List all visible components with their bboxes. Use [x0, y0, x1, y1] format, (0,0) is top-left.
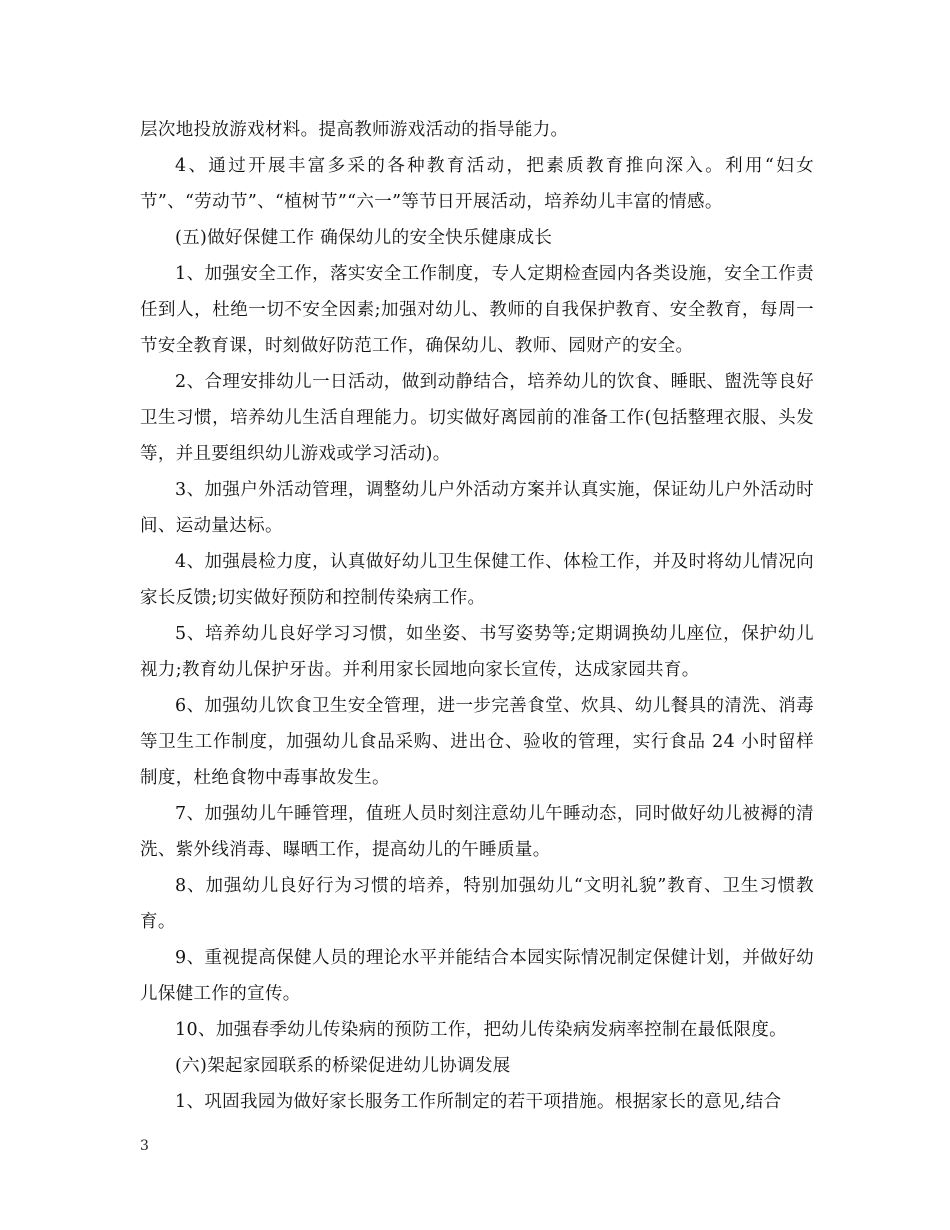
paragraph: 4、加强晨检力度，认真做好幼儿卫生保健工作、体检工作，并及时将幼儿情况向家长反馈;切实做好预防和控制传染病工作。 [140, 552, 814, 608]
paragraph: 6、加强幼儿饮食卫生安全管理，进一步完善食堂、炊具、幼儿餐具的清洗、消毒等卫生工作制度，加强幼儿食品采购、进出仓、验收的管理，实行食品 24 小时留样制度，杜绝食物中毒事故发生。 [140, 696, 814, 788]
paragraph: 5、培养幼儿良好学习习惯，如坐姿、书写姿势等;定期调换幼儿座位，保护幼儿视力;教育幼儿保护牙齿。并利用家长园地向家长宣传，达成家园共育。 [140, 624, 814, 680]
paragraph: 4、通过开展丰富多采的各种教育活动，把素质教育推向深入。利用“妇女节”、“劳动节”、“植树节”“六一”等节日开展活动，培养幼儿丰富的情感。 [140, 156, 814, 212]
section-heading: (五)做好保健工作 确保幼儿的安全快乐健康成长 [175, 228, 553, 248]
paragraph: 1、巩固我园为做好家长服务工作所制定的若干项措施。根据家长的意见,结合 [175, 1092, 782, 1112]
paragraph: 2、合理安排幼儿一日活动，做到动静结合，培养幼儿的饮食、睡眠、盥洗等良好卫生习惯，培养幼儿生活自理能力。切实做好离园前的准备工作(包括整理衣服、头发等，并且要组织幼儿游戏或学习活动)。 [140, 372, 814, 464]
section-heading: (六)架起家园联系的桥梁促进幼儿协调发展 [175, 1056, 511, 1076]
paragraph: 10、加强春季幼儿传染病的预防工作，把幼儿传染病发病率控制在最低限度。 [175, 1020, 788, 1040]
paragraph: 3、加强户外活动管理，调整幼儿户外活动方案并认真实施，保证幼儿户外活动时间、运动量达标。 [140, 480, 814, 536]
paragraph: 层次地投放游戏材料。提高教师游戏活动的指导能力。 [140, 120, 569, 140]
paragraph: 8、加强幼儿良好行为习惯的培养，特别加强幼儿“文明礼貌”教育、卫生习惯教育。 [140, 876, 814, 932]
page-number: 3 [140, 1138, 149, 1154]
paragraph: 7、加强幼儿午睡管理，值班人员时刻注意幼儿午睡动态，同时做好幼儿被褥的清洗、紫外线消毒、曝晒工作，提高幼儿的午睡质量。 [140, 804, 814, 860]
paragraph: 9、重视提高保健人员的理论水平并能结合本园实际情况制定保健计划，并做好幼儿保健工作的宣传。 [140, 948, 814, 1004]
document-body [140, 112, 814, 1120]
paragraph: 1、加强安全工作，落实安全工作制度，专人定期检查园内各类设施，安全工作责任到人，杜绝一切不安全因素;加强对幼儿、教师的自我保护教育、安全教育，每周一节安全教育课，时刻做好防范工作，确保幼儿、教师、园财产的安全。 [140, 264, 814, 356]
